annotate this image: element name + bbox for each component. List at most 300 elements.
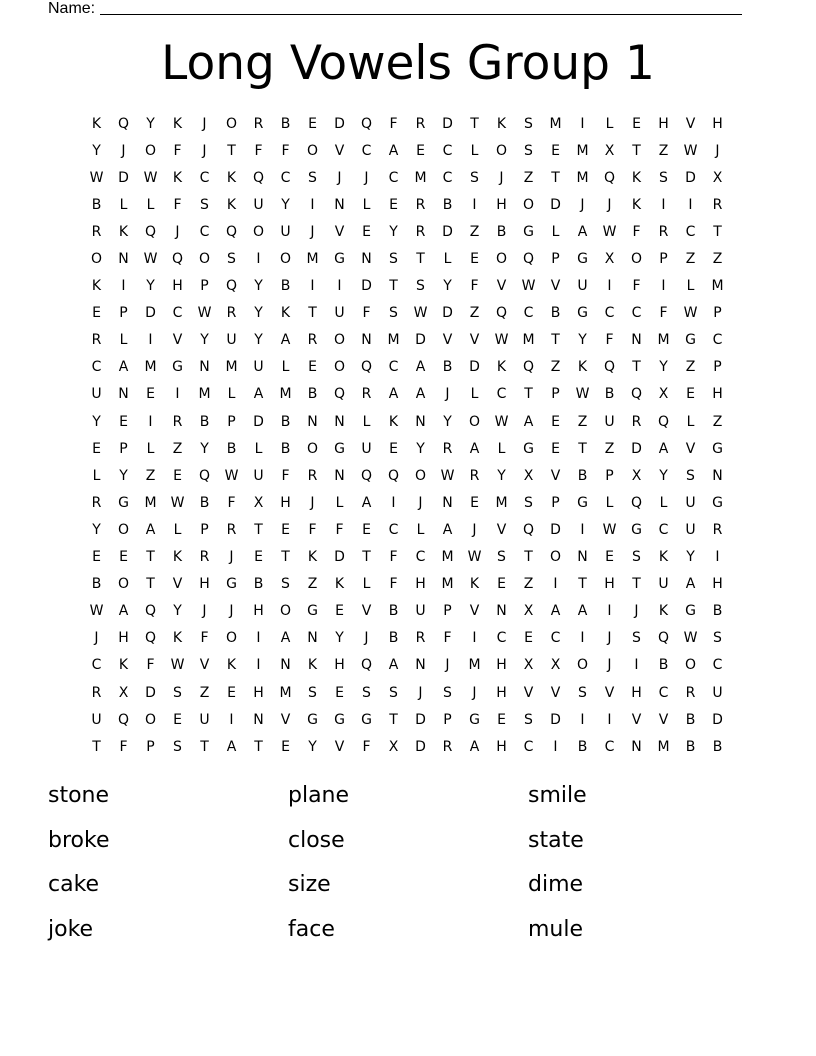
grid-letter: J bbox=[310, 494, 315, 511]
grid-letter: R bbox=[631, 413, 642, 430]
grid-letter: Q bbox=[225, 223, 238, 240]
grid-letter: N bbox=[361, 251, 372, 268]
grid-row bbox=[83, 164, 733, 191]
grid-letter: H bbox=[712, 576, 723, 593]
grid-letter: N bbox=[415, 413, 426, 430]
grid-letter: J bbox=[472, 684, 477, 701]
grid-letter: X bbox=[712, 169, 723, 186]
grid-letter: O bbox=[306, 440, 319, 457]
grid-letter: I bbox=[337, 278, 342, 295]
grid-letter: D bbox=[334, 549, 345, 566]
grid-letter: B bbox=[442, 359, 453, 376]
grid-letter: I bbox=[580, 630, 585, 647]
grid-letter: H bbox=[496, 657, 507, 674]
grid-letter: P bbox=[200, 521, 209, 538]
grid-letter: E bbox=[551, 142, 560, 159]
grid-letter: N bbox=[442, 494, 453, 511]
grid-letter: A bbox=[253, 386, 264, 403]
grid-letter: I bbox=[310, 278, 315, 295]
grid-letter: L bbox=[227, 386, 236, 403]
grid-letter: R bbox=[226, 521, 237, 538]
grid-letter: M bbox=[144, 494, 157, 511]
grid-letter: W bbox=[683, 630, 698, 647]
grid-letter: E bbox=[551, 413, 560, 430]
grid-letter: Y bbox=[335, 630, 344, 647]
word-bank-item: close bbox=[288, 827, 345, 853]
grid-letter: Y bbox=[119, 467, 128, 484]
grid-letter: Q bbox=[171, 251, 184, 268]
grid-letter: R bbox=[415, 223, 426, 240]
grid-letter: O bbox=[495, 251, 508, 268]
grid-letter: V bbox=[199, 657, 210, 674]
grid-letter: K bbox=[469, 576, 480, 593]
grid-letter: Q bbox=[495, 305, 508, 322]
word-bank-item: face bbox=[288, 916, 335, 942]
grid-letter: F bbox=[389, 549, 398, 566]
grid-letter: J bbox=[175, 223, 180, 240]
grid-letter: T bbox=[470, 115, 479, 132]
grid-letter: Q bbox=[657, 630, 670, 647]
grid-letter: W bbox=[143, 251, 158, 268]
grid-letter: E bbox=[632, 115, 641, 132]
grid-letter: C bbox=[496, 386, 507, 403]
grid-letter: O bbox=[414, 467, 427, 484]
grid-letter: C bbox=[712, 332, 723, 349]
grid-letter: N bbox=[496, 603, 507, 620]
grid-letter: M bbox=[306, 251, 319, 268]
word-bank-item: mule bbox=[528, 916, 584, 942]
grid-letter: U bbox=[91, 386, 102, 403]
grid-letter: Q bbox=[603, 359, 616, 376]
grid-letter: B bbox=[658, 657, 669, 674]
grid-letter: Z bbox=[658, 142, 669, 159]
grid-letter: M bbox=[576, 142, 589, 159]
grid-letter: C bbox=[199, 223, 210, 240]
grid-letter: J bbox=[364, 169, 369, 186]
grid-letter: E bbox=[362, 223, 371, 240]
grid-letter: Q bbox=[144, 630, 157, 647]
grid-letter: E bbox=[254, 549, 263, 566]
grid-letter: S bbox=[443, 684, 452, 701]
grid-letter: R bbox=[685, 684, 696, 701]
grid-letter: L bbox=[443, 251, 452, 268]
grid-letter: X bbox=[118, 684, 129, 701]
grid-letter: D bbox=[253, 413, 264, 430]
grid-letter: X bbox=[523, 603, 534, 620]
grid-letter: X bbox=[604, 251, 615, 268]
grid-letter: A bbox=[685, 576, 696, 593]
grid-letter: D bbox=[334, 115, 345, 132]
grid-letter: X bbox=[523, 467, 534, 484]
grid-letter: I bbox=[148, 332, 153, 349]
grid-letter: Q bbox=[360, 115, 373, 132]
grid-letter: B bbox=[91, 576, 102, 593]
grid-letter: D bbox=[550, 521, 561, 538]
grid-letter: S bbox=[659, 169, 668, 186]
grid-letter: L bbox=[173, 521, 182, 538]
grid-row bbox=[83, 625, 733, 652]
grid-letter: K bbox=[172, 169, 183, 186]
grid-letter: O bbox=[90, 251, 103, 268]
grid-letter: U bbox=[253, 359, 264, 376]
grid-letter: Y bbox=[389, 223, 398, 240]
grid-letter: Z bbox=[712, 413, 723, 430]
grid-letter: W bbox=[440, 467, 455, 484]
grid-letter: V bbox=[550, 467, 561, 484]
grid-letter: N bbox=[307, 630, 318, 647]
grid-letter: Y bbox=[659, 467, 668, 484]
grid-letter: A bbox=[280, 630, 291, 647]
grid-letter: C bbox=[280, 169, 291, 186]
grid-letter: C bbox=[199, 169, 210, 186]
grid-letter: N bbox=[334, 413, 345, 430]
grid-letter: I bbox=[607, 603, 612, 620]
grid-letter: T bbox=[578, 440, 587, 457]
grid-letter: G bbox=[118, 494, 129, 511]
grid-letter: L bbox=[146, 440, 155, 457]
grid-letter: Y bbox=[200, 332, 209, 349]
grid-letter: C bbox=[442, 142, 453, 159]
grid-row bbox=[83, 191, 733, 218]
grid-letter: B bbox=[280, 278, 291, 295]
grid-letter: R bbox=[361, 386, 372, 403]
grid-letter: A bbox=[442, 521, 453, 538]
grid-letter: I bbox=[121, 278, 126, 295]
grid-letter: F bbox=[173, 142, 182, 159]
grid-letter: N bbox=[334, 467, 345, 484]
grid-letter: M bbox=[711, 278, 724, 295]
word-bank-item: plane bbox=[288, 783, 350, 808]
grid-letter: N bbox=[118, 386, 129, 403]
grid-letter: R bbox=[442, 738, 453, 755]
grid-letter: R bbox=[712, 521, 723, 538]
grid-letter: K bbox=[280, 305, 291, 322]
grid-row bbox=[83, 218, 733, 245]
grid-row bbox=[83, 706, 733, 733]
grid-letter: L bbox=[686, 278, 695, 295]
grid-letter: Y bbox=[686, 549, 695, 566]
grid-letter: A bbox=[118, 359, 129, 376]
grid-letter: I bbox=[553, 738, 558, 755]
grid-letter: U bbox=[685, 521, 696, 538]
grid-letter: F bbox=[632, 278, 641, 295]
grid-letter: A bbox=[550, 603, 561, 620]
grid-letter: J bbox=[472, 521, 477, 538]
grid-letter: J bbox=[580, 196, 585, 213]
grid-letter: C bbox=[604, 738, 615, 755]
grid-letter: T bbox=[524, 386, 533, 403]
grid-letter: V bbox=[334, 142, 345, 159]
grid-letter: M bbox=[387, 332, 400, 349]
grid-letter: Z bbox=[172, 440, 183, 457]
grid-letter: A bbox=[388, 386, 399, 403]
grid-letter: J bbox=[715, 142, 720, 159]
grid-letter: X bbox=[604, 142, 615, 159]
grid-letter: N bbox=[631, 738, 642, 755]
grid-letter: B bbox=[280, 115, 291, 132]
grid-letter: P bbox=[605, 467, 614, 484]
grid-letter: B bbox=[712, 603, 723, 620]
grid-letter: O bbox=[144, 711, 157, 728]
grid-letter: C bbox=[658, 684, 669, 701]
name-underline bbox=[100, 13, 742, 15]
grid-letter: V bbox=[496, 521, 507, 538]
grid-letter: E bbox=[173, 711, 182, 728]
grid-letter: L bbox=[605, 494, 614, 511]
grid-letter: M bbox=[657, 332, 670, 349]
grid-letter: R bbox=[226, 305, 237, 322]
grid-letter: E bbox=[686, 386, 695, 403]
grid-letter: I bbox=[580, 711, 585, 728]
grid-letter: F bbox=[389, 115, 398, 132]
grid-letter: S bbox=[389, 684, 398, 701]
word-bank-item: broke bbox=[48, 827, 110, 853]
grid-letter: S bbox=[227, 251, 236, 268]
grid-letter: I bbox=[715, 549, 720, 566]
grid-letter: R bbox=[199, 549, 210, 566]
grid-letter: J bbox=[364, 630, 369, 647]
name-field bbox=[48, 0, 742, 18]
grid-letter: P bbox=[200, 278, 209, 295]
grid-letter: S bbox=[524, 711, 533, 728]
grid-letter: I bbox=[256, 657, 261, 674]
grid-letter: F bbox=[227, 494, 236, 511]
grid-letter: W bbox=[224, 467, 239, 484]
grid-letter: A bbox=[469, 738, 480, 755]
grid-letter: W bbox=[467, 549, 482, 566]
grid-letter: M bbox=[144, 359, 157, 376]
grid-letter: X bbox=[658, 386, 669, 403]
grid-letter: W bbox=[89, 169, 104, 186]
grid-letter: R bbox=[658, 223, 669, 240]
grid-letter: R bbox=[307, 332, 318, 349]
grid-letter: Q bbox=[522, 251, 535, 268]
grid-letter: U bbox=[253, 467, 264, 484]
grid-letter: M bbox=[522, 332, 535, 349]
grid-letter: E bbox=[281, 521, 290, 538]
grid-letter: I bbox=[472, 196, 477, 213]
grid-letter: R bbox=[442, 440, 453, 457]
grid-letter: M bbox=[549, 115, 562, 132]
grid-letter: I bbox=[553, 576, 558, 593]
grid-letter: G bbox=[307, 711, 318, 728]
grid-letter: I bbox=[661, 278, 666, 295]
grid-letter: S bbox=[389, 305, 398, 322]
grid-letter: E bbox=[119, 549, 128, 566]
grid-letter: A bbox=[118, 603, 129, 620]
grid-letter: S bbox=[200, 196, 209, 213]
grid-letter: B bbox=[442, 196, 453, 213]
grid-letter: V bbox=[550, 278, 561, 295]
grid-letter: B bbox=[685, 738, 696, 755]
grid-letter: F bbox=[308, 521, 317, 538]
grid-letter: A bbox=[415, 359, 426, 376]
grid-letter: Z bbox=[577, 413, 588, 430]
grid-letter: E bbox=[308, 115, 317, 132]
grid-letter: O bbox=[144, 142, 157, 159]
grid-row bbox=[83, 489, 733, 516]
grid-letter: C bbox=[361, 142, 372, 159]
grid-letter: C bbox=[388, 169, 399, 186]
grid-letter: P bbox=[713, 305, 722, 322]
grid-letter: L bbox=[659, 494, 668, 511]
grid-letter: A bbox=[280, 332, 291, 349]
grid-letter: F bbox=[389, 576, 398, 593]
grid-letter: P bbox=[659, 251, 668, 268]
grid-letter: T bbox=[389, 278, 398, 295]
grid-letter: W bbox=[494, 413, 509, 430]
grid-letter: O bbox=[468, 413, 481, 430]
grid-letter: E bbox=[146, 386, 155, 403]
grid-letter: G bbox=[523, 223, 534, 240]
grid-letter: O bbox=[333, 359, 346, 376]
name-label: Name: bbox=[48, 0, 96, 17]
grid-letter: Y bbox=[443, 278, 452, 295]
grid-letter: A bbox=[388, 657, 399, 674]
grid-letter: J bbox=[121, 142, 126, 159]
grid-letter: Q bbox=[144, 603, 157, 620]
grid-letter: D bbox=[469, 359, 480, 376]
grid-letter: R bbox=[415, 630, 426, 647]
grid-letter: D bbox=[550, 711, 561, 728]
grid-letter: U bbox=[91, 711, 102, 728]
grid-letter: Q bbox=[360, 657, 373, 674]
grid-letter: A bbox=[226, 738, 237, 755]
grid-letter: N bbox=[415, 657, 426, 674]
grid-letter: F bbox=[281, 142, 290, 159]
word-bank-item: dime bbox=[528, 872, 584, 897]
word-bank-item: cake bbox=[48, 872, 100, 897]
grid-letter: K bbox=[577, 359, 588, 376]
grid-letter: F bbox=[659, 305, 668, 322]
grid-letter: B bbox=[550, 305, 561, 322]
grid-letter: U bbox=[361, 440, 372, 457]
grid-letter: M bbox=[279, 386, 292, 403]
grid-letter: K bbox=[118, 223, 129, 240]
grid-letter: Y bbox=[416, 440, 425, 457]
grid-letter: J bbox=[418, 684, 423, 701]
grid-letter: M bbox=[441, 576, 454, 593]
grid-letter: N bbox=[334, 196, 345, 213]
grid-letter: T bbox=[551, 332, 560, 349]
grid-letter: C bbox=[172, 305, 183, 322]
grid-letter: L bbox=[335, 494, 344, 511]
grid-letter: U bbox=[658, 576, 669, 593]
grid-letter: W bbox=[170, 494, 185, 511]
grid-letter: F bbox=[119, 738, 128, 755]
grid-letter: G bbox=[469, 711, 480, 728]
grid-letter: V bbox=[523, 684, 534, 701]
grid-letter: B bbox=[253, 576, 264, 593]
grid-letter: T bbox=[308, 305, 317, 322]
grid-letter: N bbox=[712, 467, 723, 484]
grid-letter: T bbox=[146, 549, 155, 566]
grid-letter: E bbox=[227, 684, 236, 701]
grid-letter: V bbox=[280, 711, 291, 728]
grid-letter: L bbox=[470, 142, 479, 159]
grid-letter: W bbox=[89, 603, 104, 620]
grid-letter: V bbox=[631, 711, 642, 728]
grid-letter: X bbox=[253, 494, 264, 511]
grid-letter: B bbox=[712, 738, 723, 755]
grid-letter: H bbox=[415, 576, 426, 593]
grid-letter: D bbox=[712, 711, 723, 728]
grid-letter: I bbox=[148, 413, 153, 430]
grid-letter: Z bbox=[685, 251, 696, 268]
grid-row bbox=[83, 571, 733, 598]
grid-row bbox=[83, 462, 733, 489]
grid-letter: L bbox=[362, 196, 371, 213]
grid-letter: M bbox=[495, 494, 508, 511]
grid-letter: B bbox=[199, 494, 210, 511]
grid-row bbox=[83, 137, 733, 164]
grid-letter: W bbox=[413, 305, 428, 322]
grid-letter: U bbox=[226, 332, 237, 349]
grid-row bbox=[83, 354, 733, 381]
grid-letter: Q bbox=[198, 467, 211, 484]
grid-letter: B bbox=[388, 603, 399, 620]
grid-letter: Z bbox=[523, 169, 534, 186]
grid-letter: S bbox=[416, 278, 425, 295]
grid-letter: P bbox=[551, 494, 560, 511]
grid-letter: F bbox=[200, 630, 209, 647]
grid-letter: J bbox=[229, 603, 234, 620]
grid-letter: H bbox=[253, 684, 264, 701]
grid-letter: I bbox=[661, 196, 666, 213]
grid-letter: V bbox=[550, 684, 561, 701]
grid-letter: C bbox=[523, 305, 534, 322]
grid-letter: Q bbox=[252, 169, 265, 186]
grid-letter: R bbox=[91, 684, 102, 701]
grid-letter: M bbox=[468, 657, 481, 674]
grid-letter: T bbox=[281, 549, 290, 566]
grid-letter: M bbox=[657, 738, 670, 755]
word-search-grid bbox=[83, 110, 733, 760]
grid-letter: H bbox=[199, 576, 210, 593]
grid-row bbox=[83, 327, 733, 354]
grid-letter: K bbox=[496, 115, 507, 132]
grid-letter: E bbox=[173, 467, 182, 484]
grid-letter: W bbox=[170, 657, 185, 674]
grid-letter: N bbox=[307, 413, 318, 430]
grid-letter: U bbox=[280, 223, 291, 240]
grid-letter: S bbox=[308, 684, 317, 701]
grid-letter: S bbox=[578, 684, 587, 701]
grid-letter: J bbox=[202, 115, 207, 132]
grid-letter: V bbox=[469, 332, 480, 349]
grid-letter: C bbox=[685, 223, 696, 240]
grid-letter: Q bbox=[657, 413, 670, 430]
grid-letter: K bbox=[172, 549, 183, 566]
grid-letter: G bbox=[334, 711, 345, 728]
grid-letter: O bbox=[306, 142, 319, 159]
word-bank-item: joke bbox=[48, 916, 94, 942]
grid-letter: V bbox=[496, 278, 507, 295]
word-bank-item: state bbox=[528, 827, 584, 853]
grid-letter: D bbox=[145, 305, 156, 322]
grid-letter: Q bbox=[522, 521, 535, 538]
grid-letter: V bbox=[658, 711, 669, 728]
grid-letter: R bbox=[172, 413, 183, 430]
grid-letter: I bbox=[688, 196, 693, 213]
grid-letter: N bbox=[631, 332, 642, 349]
grid-letter: G bbox=[334, 440, 345, 457]
grid-letter: E bbox=[470, 251, 479, 268]
grid-letter: R bbox=[307, 467, 318, 484]
grid-letter: S bbox=[686, 467, 695, 484]
grid-letter: F bbox=[173, 196, 182, 213]
grid-letter: K bbox=[226, 169, 237, 186]
